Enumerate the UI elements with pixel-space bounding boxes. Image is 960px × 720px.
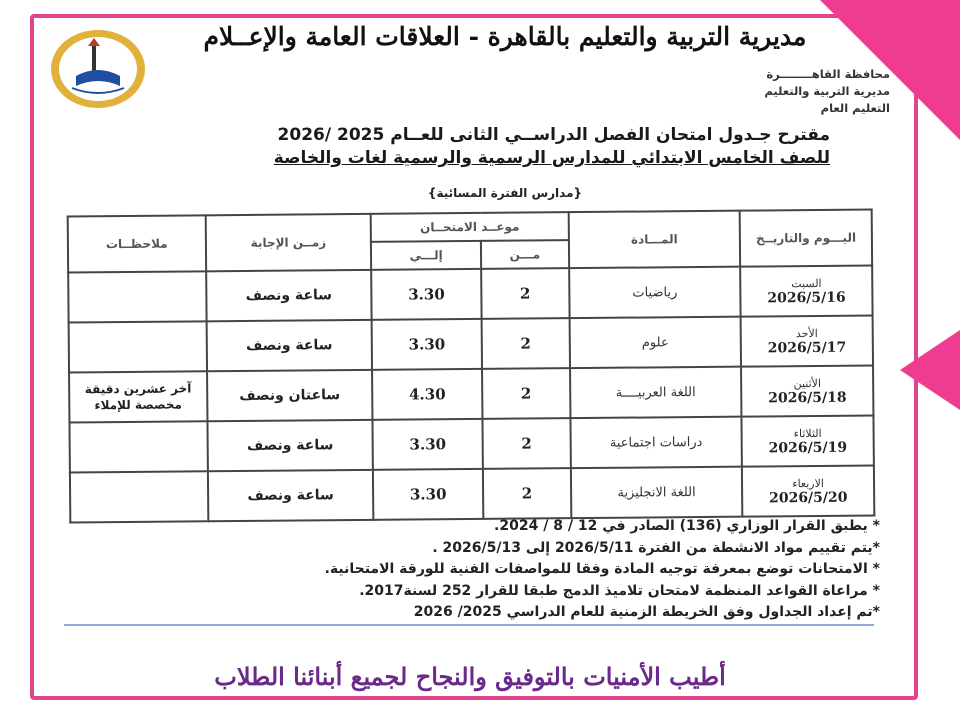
notes-list bbox=[300, 516, 880, 624]
from-cell: 2 bbox=[481, 268, 569, 319]
corner-decoration-side bbox=[900, 330, 960, 410]
day-name: الأثنين bbox=[793, 376, 822, 390]
notes-cell bbox=[69, 321, 207, 372]
duration-cell: ساعة ونصف bbox=[206, 320, 372, 371]
day-name: السبت bbox=[791, 276, 822, 290]
to-cell: 3.30 bbox=[372, 319, 482, 370]
organization-block bbox=[764, 66, 890, 117]
exam-date: 2026/5/20 bbox=[768, 489, 848, 506]
note-item: * يطبق القرار الوزاري (136) الصادر في 12 / 8 / 2024. bbox=[494, 518, 880, 534]
day-date-cell bbox=[742, 415, 874, 466]
org-line: مديرية التربية والتعليم bbox=[764, 84, 890, 98]
header-title: مديرية التربية والتعليم بالقاهرة - العلاقات العامة والإعــلام bbox=[203, 22, 807, 51]
to-cell: 3.30 bbox=[373, 419, 483, 470]
to-cell: 4.30 bbox=[372, 369, 482, 420]
document-title bbox=[150, 124, 830, 170]
subject-cell: رياضيات bbox=[569, 267, 741, 318]
table-row bbox=[69, 365, 873, 422]
subject-cell: اللغة العربيــــة bbox=[570, 367, 742, 418]
header-duration: زمــن الإجابة bbox=[205, 214, 371, 271]
header-day-date: اليـــوم والتاريــخ bbox=[740, 209, 872, 266]
notes-cell bbox=[70, 471, 208, 522]
title-line-1: مقترح جـدول امتحان الفصل الدراســي الثانى للعــام 2025 /2026 bbox=[277, 125, 830, 145]
notes-cell bbox=[68, 271, 206, 322]
note-item: * الامتحانات توضع بمعرفة توجيه المادة وفقا للمواصفات الفنية للورقة الامتحانية. bbox=[324, 561, 880, 577]
day-name: الاربعاء bbox=[792, 476, 824, 490]
from-cell: 2 bbox=[482, 418, 570, 469]
to-cell: 3.30 bbox=[371, 269, 481, 320]
day-name: الثلاثاء bbox=[793, 426, 822, 440]
footer-message: أطيب الأمنيات بالتوفيق والنجاح لجميع أبنائنا الطلاب bbox=[214, 662, 726, 691]
divider-line bbox=[64, 624, 874, 626]
duration-cell: ساعتان ونصف bbox=[207, 370, 373, 421]
day-date-cell bbox=[740, 265, 872, 316]
table-row bbox=[70, 465, 874, 522]
table-row bbox=[69, 415, 873, 472]
exam-date: 2026/5/16 bbox=[767, 289, 846, 306]
note-item: * مراعاة القواعد المنظمة لامتحان تلاميذ الدمج طبقا للقرار 252 لسنة2017. bbox=[359, 582, 880, 599]
day-date-cell bbox=[742, 465, 874, 516]
duration-cell: ساعة ونصف bbox=[207, 420, 373, 471]
table-row bbox=[68, 265, 872, 322]
header-exam-time: موعــد الامتحــان bbox=[371, 212, 569, 242]
notes-cell: آخر عشرين دقيقة مخصصة للإملاء bbox=[69, 371, 207, 422]
org-line: محافظة القاهــــــــرة bbox=[766, 67, 890, 81]
exam-date: 2026/5/17 bbox=[767, 339, 847, 356]
day-date-cell bbox=[741, 365, 873, 416]
header-notes: ملاحظــات bbox=[68, 215, 206, 272]
subject-cell: دراسات اجتماعية bbox=[570, 417, 742, 468]
from-cell: 2 bbox=[482, 368, 570, 419]
directorate-logo bbox=[48, 28, 148, 110]
notes-cell bbox=[69, 421, 207, 472]
note-item: *تم إعداد الجداول وفق الخريطة الزمنية للعام الدراسي 2025/ 2026 bbox=[413, 604, 880, 620]
subject-cell: اللغة الانجليزية bbox=[571, 467, 743, 518]
from-cell: 2 bbox=[483, 468, 571, 519]
note-item: *يتم تقييم مواد الانشطة من الفترة 2026/5/11 إلى 2026/5/13 . bbox=[432, 539, 880, 556]
period-label: {مدارس الفترة المسائية} bbox=[427, 186, 583, 200]
duration-cell: ساعة ونصف bbox=[208, 470, 374, 521]
subject-cell: علوم bbox=[569, 317, 741, 368]
header-from: مـــن bbox=[481, 240, 569, 269]
day-date-cell bbox=[741, 315, 873, 366]
day-name: الأحد bbox=[795, 326, 818, 340]
exam-schedule-table bbox=[67, 208, 876, 523]
from-cell: 2 bbox=[482, 318, 570, 369]
table-row bbox=[69, 315, 873, 372]
header-subject: المـــادة bbox=[568, 211, 740, 268]
title-line-2: للصف الخامس الابتدائي للمدارس الرسمية والرسمية لغات والخاصة bbox=[273, 148, 830, 168]
header-to: إلـــي bbox=[371, 241, 481, 270]
to-cell: 3.30 bbox=[373, 469, 483, 520]
exam-date: 2026/5/19 bbox=[768, 439, 848, 456]
duration-cell: ساعة ونصف bbox=[206, 270, 372, 321]
exam-date: 2026/5/18 bbox=[768, 389, 847, 406]
org-line: التعليم العام bbox=[820, 101, 890, 115]
